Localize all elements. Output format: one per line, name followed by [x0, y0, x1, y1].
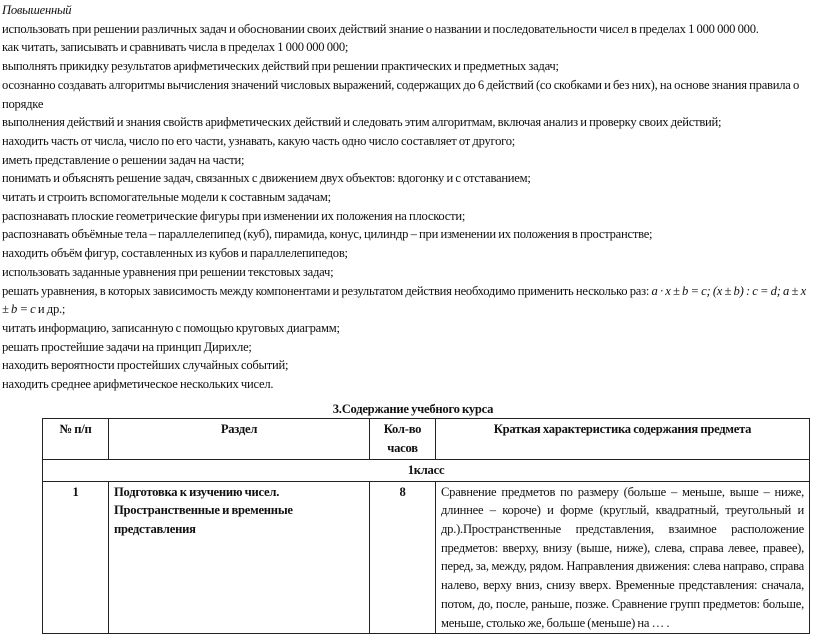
equation-formula: a · x ± b = c; (x ± b) : c = d; a ± x ± b = c — [2, 283, 806, 317]
equation-suffix: и др.; — [35, 302, 66, 317]
list-item: как читать, записывать и сравнивать числа в пределах 1 000 000 000; — [2, 40, 349, 55]
list-item: находить вероятности простейших случайных событий; — [2, 358, 289, 373]
row-number: 1 — [43, 481, 109, 634]
grade-row — [43, 459, 810, 481]
list-item: распознавать объёмные тела – параллелепипед (куб), пирамида, конус, цилиндр – при изменении их положения в пространстве; — [2, 227, 653, 242]
section-line: Подготовка к изучению чисел. — [114, 484, 280, 499]
list-item: понимать и объяснять решение задач, связанных с движением двух объектов: вдогонку и с отставанием; — [2, 171, 531, 186]
list-item: читать информацию, записанную с помощью круговых диаграмм; — [2, 320, 340, 335]
header-description: Краткая характеристика содержания предмета — [436, 419, 810, 459]
list-item: находить часть от числа, число по его части, узнавать, какую часть одно число составляет от другого; — [2, 133, 516, 148]
course-content-table — [42, 418, 810, 634]
row-hours: 8 — [370, 481, 436, 634]
grade-label: 1класс — [43, 459, 810, 481]
list-item: выполнять прикидку результатов арифметических действий при решении практических и предметных задач; — [2, 59, 559, 74]
list-item: находить среднее арифметическое нескольких чисел. — [2, 377, 274, 392]
list-item-equations — [2, 282, 808, 319]
list-item: читать и строить вспомогательные модели к составным задачам; — [2, 190, 331, 205]
list-item: иметь представление о решении задач на части; — [2, 152, 245, 167]
row-description: Сравнение предметов по размеру (больше – меньше, выше – ниже, длиннее – короче) и форме (круглый, квадратный, треугольный и др.).Пространственные представления, взаимное расположение предметов: вверху, внизу (выше, ниже), слева, справа левее, правее), перед, за, между, рядом. Направления движения: слева направо, справа налево, верху вниз, снизу вверх. Временные представления: сначала, потом, до, после, раньше, позже. Сравнение групп предметов: больше, меньше, столько же, больше (меньше) на … . — [436, 481, 810, 634]
header-hours: Кол-во часов — [370, 419, 436, 459]
header-section: Раздел — [109, 419, 370, 459]
table-header-row — [43, 419, 810, 459]
header-number: № п/п — [43, 419, 109, 459]
list-item: находить объём фигур, составленных из кубов и параллелепипедов; — [2, 246, 348, 261]
list-item: выполнения действий и знания свойств арифметических действий и следовать этим алгоритмам, включая анализ и проверку своих действий; — [2, 115, 722, 130]
list-item: осознанно создавать алгоритмы вычисления значений числовых выражений, содержащих до 6 действий (со скобками и без них), на основе знания правила о порядке — [2, 77, 800, 111]
row-section — [109, 481, 370, 634]
list-item: использовать при решении различных задач и обосновании своих действий знание о названии и последовательности чисел в пределах 1 000 000 000. — [2, 21, 759, 36]
section-title: 3.Содержание учебного курса — [332, 401, 494, 416]
list-item: решать простейшие задачи на принцип Дирихле; — [2, 339, 252, 354]
list-item: распознавать плоские геометрические фигуры при изменении их положения на плоскости; — [2, 208, 466, 223]
list-item: использовать заданные уравнения при решении текстовых задач; — [2, 264, 334, 279]
level-label: Повышенный — [2, 3, 72, 17]
table-row — [43, 481, 810, 634]
equation-text: решать уравнения, в которых зависимость между компонентами и результатом действия необходимо применить несколько раз: — [2, 283, 652, 298]
section-line: Пространственные и временные представления — [114, 503, 293, 536]
